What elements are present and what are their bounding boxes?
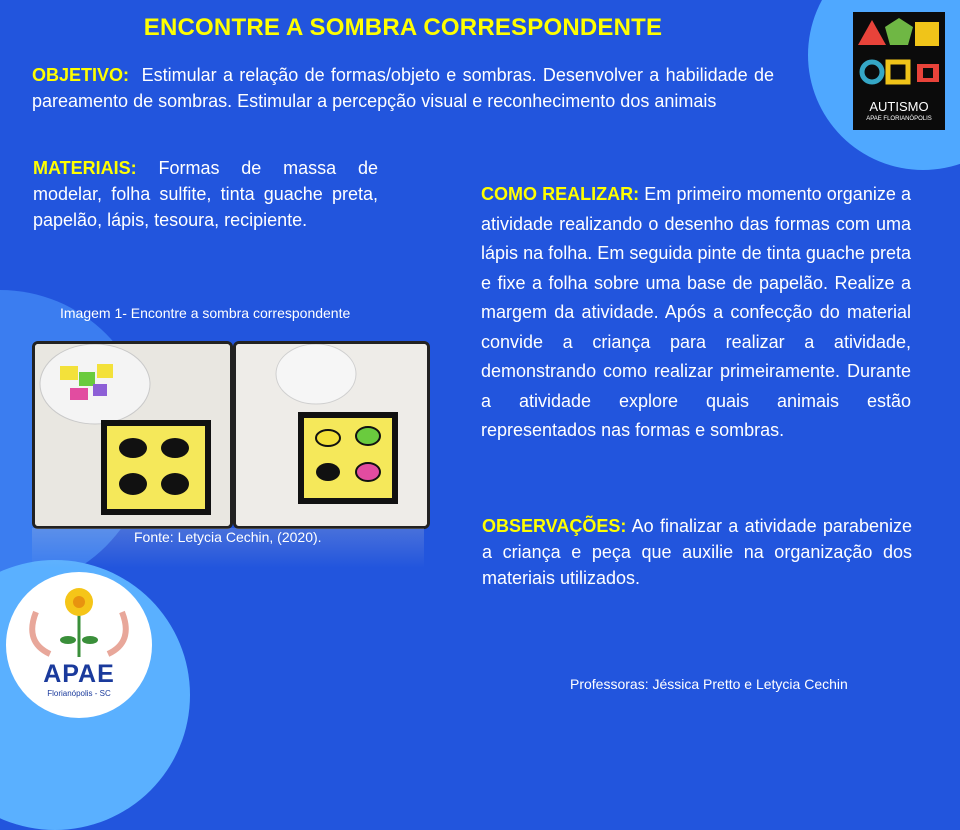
materiais-text: Formas de massa de modelar, folha sulfite, tinta guache preta, papelão, lápis, tesoura, recipiente. bbox=[33, 158, 378, 230]
autismo-shapes-icon bbox=[853, 12, 945, 98]
autismo-logo bbox=[853, 12, 945, 130]
apae-logo-text: APAE bbox=[43, 660, 115, 688]
objetivo-text: Estimular a relação de formas/objeto e sombras. Desenvolver a habilidade de pareamento de sombras. Estimular a percepção visual e reconhecimento dos animais bbox=[32, 65, 774, 111]
como-realizar-paragraph bbox=[481, 180, 911, 446]
page-title: ENCONTRE A SOMBRA CORRESPONDENTE bbox=[143, 14, 663, 41]
activity-photo-2 bbox=[233, 341, 430, 529]
activity-photo-2-drawing bbox=[236, 344, 427, 526]
materiais-paragraph bbox=[33, 155, 378, 233]
como-realizar-label: COMO REALIZAR: bbox=[481, 184, 640, 204]
observacoes-text: Ao finalizar a atividade parabenize a criança e peça que auxilie na organização dos materiais utilizados. bbox=[482, 516, 912, 588]
objetivo-paragraph bbox=[32, 62, 774, 114]
apae-logo-subtext: Florianópolis - SC bbox=[47, 689, 111, 698]
objetivo-label: OBJETIVO: bbox=[32, 65, 130, 85]
autismo-logo-subtext: APAE FLORIANÓPOLIS bbox=[866, 116, 932, 122]
observacoes-label: OBSERVAÇÕES: bbox=[482, 516, 627, 536]
activity-photo-1 bbox=[32, 341, 233, 529]
materiais-label: MATERIAIS: bbox=[33, 158, 137, 178]
autismo-logo-text: AUTISMO bbox=[869, 99, 929, 114]
credits: Professoras: Jéssica Pretto e Letycia Cechin bbox=[570, 676, 848, 692]
observacoes-paragraph bbox=[482, 513, 912, 591]
image-source: Fonte: Letycia Cechin, (2020). bbox=[134, 529, 322, 545]
activity-photo-1-drawing bbox=[35, 344, 230, 526]
como-realizar-text: Em primeiro momento organize a atividade realizando o desenho das formas com uma lápis na folha. Em seguida pinte de tinta guache preta e fixe a folha sobre uma base de papelão. Realize a margem da atividade. Após a confecção do material convide a criança para realizar a atividade, demonstrando como realizar primeiramente. Durante a atividade explore quais animais estão representados nas formas e sombras. bbox=[481, 184, 911, 440]
image-caption: Imagem 1- Encontre a sombra correspondente bbox=[60, 305, 351, 321]
